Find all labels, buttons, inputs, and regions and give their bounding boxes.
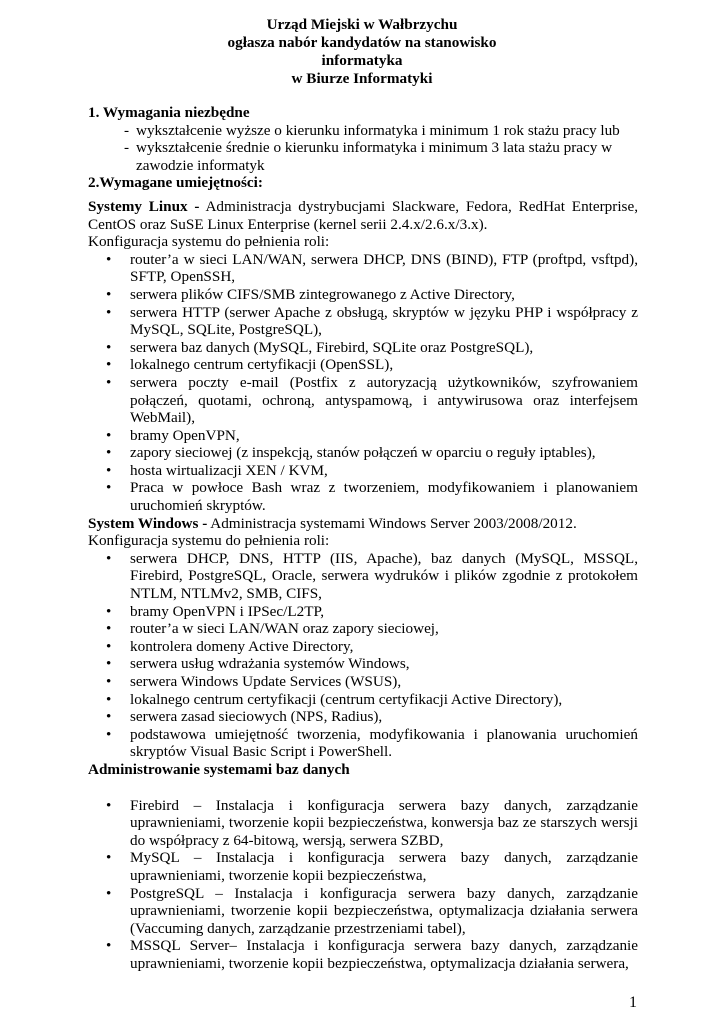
section-1-title: 1. Wymagania niezbędne [88, 104, 250, 121]
page-number: 1 [629, 994, 637, 1011]
linux-roles-list [88, 251, 638, 515]
list-item: • podstawowa umiejętność tworzenia, modyfikowania i planowania uruchomień skryptów Visual Basic Script i PowerShell. [106, 725, 638, 761]
document-body [88, 104, 638, 973]
list-item: • router’a w sieci LAN/WAN, serwera DHCP, DNS (BIND), FTP (proftpd, vsftpd), SFTP, OpenSSH, [106, 250, 638, 286]
windows-text: Administracja systemami Windows Server 2003/2008/2012. [207, 514, 577, 532]
list-item: • bramy OpenVPN i IPSec/L2TP, [106, 602, 325, 620]
list-item: • kontrolera domeny Active Directory, [106, 637, 354, 655]
linux-config-heading: Konfiguracja systemu do pełnienia roli: [88, 233, 330, 251]
list-item: • MSSQL Server– Instalacja i konfiguracja serwera bazy danych, zarządzanie uprawnieniami, tworzenie kopii bezpieczeństwa, optymalizacja działania serwera, [106, 937, 638, 972]
list-item: • serwera poczty e-mail (Postfix z autoryzacją użytkowników, szyfrowaniem połączeń, quotami, ochroną, antyspamową, i antywirusowa oraz interfejsem WebMail), [106, 373, 638, 427]
requirement-item: - wykształcenie wyższe o kierunku informatyka i minimum 1 rok stażu pracy lub [124, 121, 620, 139]
list-item: • serwera Windows Update Services (WSUS), [106, 673, 402, 690]
list-item: • serwera zasad sieciowych (NPS, Radius), [106, 708, 383, 726]
list-item: • serwera DHCP, DNS, HTTP (IIS, Apache), baz danych (MySQL, MSSQL, Firebird, PostgreSQL, Oracle, serwera wydruków i plików zgodnie z protokołem NTLM, NTLMv2, SMB, CIFS, [106, 549, 638, 603]
windows-intro [88, 515, 638, 533]
databases-title: Administrowanie systemami baz danych [88, 760, 350, 778]
list-item: • bramy OpenVPN, [106, 426, 240, 444]
list-item: • serwera HTTP (serwer Apache z obsługą, skryptów w języku PHP i współpracy z MySQL, SQLite, PostgreSQL), [106, 303, 638, 339]
list-item: • router’a w sieci LAN/WAN oraz zapory sieciowej, [106, 620, 439, 638]
linux-text: Administracja dystrybucjami Slackware, Fedora, RedHat Enterprise, CentOS oraz SuSE Linux Enterprise (kernel serii 2.4.x/2.6.x/3.x). [88, 197, 639, 233]
header-line-2: ogłasza nabór kandydatów na stanowisko [227, 34, 497, 51]
requirements-list [88, 122, 638, 175]
list-item: • zapory sieciowej (z inspekcją, stanów połączeń w oparciu o reguły iptables), [106, 444, 596, 462]
databases-list [88, 797, 638, 973]
header-line-3: informatyka [321, 52, 403, 69]
list-item: • serwera plików CIFS/SMB zintegrowanego z Active Directory, [106, 285, 515, 303]
list-item: • Praca w powłoce Bash wraz z tworzeniem, modyfikowaniem i planowaniem uruchomień skryptów. [106, 479, 638, 515]
section-2-title: 2.Wymagane umiejętności: [88, 174, 263, 192]
list-item: • lokalnego centrum certyfikacji (OpenSSL), [106, 356, 394, 374]
list-item: • lokalnego centrum certyfikacji (centrum certyfikacji Active Directory), [106, 690, 563, 708]
header-line-4: w Biurze Informatyki [291, 70, 433, 87]
list-item: • Firebird – Instalacja i konfiguracja serwera bazy danych, zarządzanie uprawnieniami, tworzenie kopii bezpieczeństwa, konwersja baz ze starszych wersji do współpracy z 64-bitową, wersją, serwera SZBD, [106, 796, 638, 849]
windows-config-heading: Konfiguracja systemu do pełnienia roli: [88, 532, 330, 550]
list-item: • serwera usług wdrażania systemów Windows, [106, 655, 410, 673]
windows-label: System Windows - [88, 514, 208, 532]
windows-roles-list [88, 550, 638, 761]
header-line-1: Urząd Miejski w Wałbrzychu [266, 16, 458, 33]
list-item: • PostgreSQL – Instalacja i konfiguracja serwera bazy danych, zarządzanie uprawnieniami, tworzenie kopii bezpieczeństwa, optymalizacja działania serwera (Vaccuming danych, zarządzanie przestrzeniami tabel), [106, 884, 638, 937]
requirement-item: - wykształcenie średnie o kierunku informatyka i minimum 3 lata stażu pracy w zawodzie informatyk [124, 139, 613, 174]
list-item: • serwera baz danych (MySQL, Firebird, SQLite oraz PostgreSQL), [106, 338, 534, 356]
list-item: • MySQL – Instalacja i konfiguracja serwera bazy danych, zarządzanie uprawnieniami, tworzenie kopii bezpieczeństwa, [106, 849, 638, 884]
linux-intro [88, 198, 638, 233]
document-header [0, 16, 724, 88]
linux-label: Systemy Linux - [88, 197, 200, 215]
list-item: • hosta wirtualizacji XEN / KVM, [106, 461, 328, 479]
